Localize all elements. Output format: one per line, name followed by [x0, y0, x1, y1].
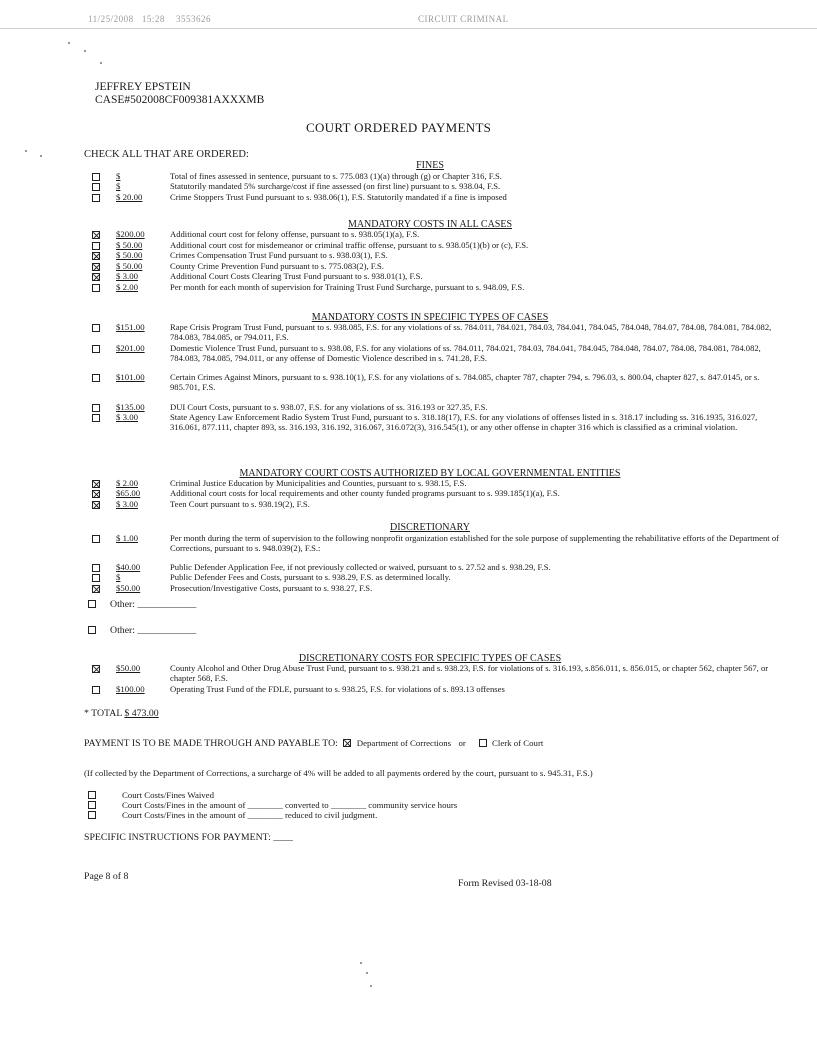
cost-description: Domestic Violence Trust Fund, pursuant to s. 938.08, F.S. for any violations of ss. 784.011, 784.021, 784.03, 784.041, 784.045, 784.048, 784.07, 784.08, 784.081, 784.082, 784.083, 784.085, 794.011, or any offense of Domestic Violence described in s. 741.28, F.S. [170, 343, 761, 364]
cost-description: Operating Trust Fund of the FDLE, pursuant to s. 938.25, F.S. for violations of s. 893.13 offenses [170, 684, 505, 694]
cost-checkbox[interactable] [92, 585, 100, 593]
cost-amount: $65.00 [116, 488, 141, 498]
cost-description: Certain Crimes Against Minors, pursuant to s. 938.10(1), F.S. for any violations of s. 784.085, chapter 787, chapter 794, s. 796.03, s. 800.04, chapter 827, s. 847.0145, or s. 985.701, F.S. [170, 372, 760, 393]
payment-instructions: SPECIFIC INSTRUCTIONS FOR PAYMENT: ____ [84, 832, 293, 843]
case-number: CASE#502008CF009381AXXXMB [95, 94, 265, 106]
check-all-label: CHECK ALL THAT ARE ORDERED: [84, 149, 249, 160]
section-title: MANDATORY COSTS IN ALL CASES [347, 219, 513, 230]
fax-header-rule [0, 28, 817, 29]
cost-amount: $ 2.00 [116, 282, 138, 292]
section-title: MANDATORY COSTS IN SPECIFIC TYPES OF CASES [311, 312, 549, 323]
cost-description: Statutorily mandated 5% surcharge/cost if fine assessed (on first line) pursuant to s. 938.04, F.S. [170, 181, 501, 191]
waiver-text: Court Costs/Fines in the amount of ________ converted to ________ community service hours [122, 800, 458, 810]
cost-amount: $ 50.00 [116, 240, 143, 250]
page-number: Page 8 of 8 [84, 871, 129, 882]
section-title: MANDATORY COURT COSTS AUTHORIZED BY LOCAL GOVERNMENTAL ENTITIES [239, 468, 621, 479]
waiver-list [88, 790, 457, 820]
scan-speck [84, 50, 86, 52]
cost-checkbox[interactable] [92, 173, 100, 181]
form-revised: Form Revised 03-18-08 [458, 878, 552, 889]
total-label: * TOTAL [84, 708, 122, 719]
cost-amount: $ 3.00 [116, 499, 138, 509]
cost-amount: $40.00 [116, 562, 141, 572]
cost-description: Additional court cost for misdemeanor or criminal traffic offense, pursuant to s. 938.05(1)(b) or (c), F.S. [170, 240, 529, 250]
scan-speck [68, 42, 70, 44]
cost-amount: $ [116, 171, 121, 181]
cost-checkbox[interactable] [92, 414, 100, 422]
defendant-name: JEFFREY EPSTEIN [95, 81, 191, 93]
total-value: $ 473.00 [124, 708, 159, 719]
other-2-checkbox[interactable] [88, 626, 96, 634]
cost-description: Public Defender Application Fee, if not previously collected or waived, pursuant to s. 27.52 and s. 938.29, F.S. [170, 562, 551, 572]
cost-amount: $50.00 [116, 663, 141, 673]
cost-amount: $201.00 [116, 343, 145, 353]
cost-checkbox[interactable] [92, 194, 100, 202]
surcharge-note: (If collected by the Department of Corrections, a surcharge of 4% will be added to all payments ordered by the court, pursuant to s. 945.31, F.S.) [84, 768, 593, 778]
waiver-checkbox[interactable] [88, 801, 96, 809]
scan-speck [100, 62, 102, 64]
scan-speck [40, 155, 42, 157]
doc-checkbox[interactable] [343, 739, 351, 747]
cost-description: Criminal Justice Education by Municipalities and Counties, pursuant to s. 938.15, F.S. [170, 478, 467, 488]
cost-amount: $ [116, 572, 121, 582]
waiver-text: Court Costs/Fines in the amount of ________ reduced to civil judgment. [122, 810, 378, 820]
other-line-2: Other: ____________ [88, 625, 196, 636]
cost-amount: $ 50.00 [116, 250, 143, 260]
section-title: DISCRETIONARY COSTS FOR SPECIFIC TYPES OF CASES [298, 653, 562, 664]
cost-amount: $ 3.00 [116, 271, 138, 281]
cost-checkbox[interactable] [92, 374, 100, 382]
cost-checkbox[interactable] [92, 183, 100, 191]
scan-speck [366, 972, 368, 974]
cost-description: Per month during the term of supervision to the following nonprofit organization established for the sole purpose of supplementing the rehabilitative efforts of the Department of Corrections, pursuant to s. 948.039(2), F.S.: [170, 533, 779, 554]
cost-checkbox[interactable] [92, 324, 100, 332]
cost-description: Additional court cost for felony offense, pursuant to s. 938.05(1)(a), F.S. [170, 229, 420, 239]
cost-checkbox[interactable] [92, 665, 100, 673]
other-2-label: Other: [110, 625, 136, 636]
cost-checkbox[interactable] [92, 284, 100, 292]
cost-description: Total of fines assessed in sentence, pursuant to s. 775.083 (1)(a) through (g) or Chapter 316, F.S. [170, 171, 502, 181]
section-title: DISCRETIONARY [389, 522, 470, 533]
cost-checkbox[interactable] [92, 273, 100, 281]
waiver-row [88, 790, 457, 800]
scan-speck [360, 962, 362, 964]
payment-line [84, 738, 543, 749]
cost-description: Public Defender Fees and Costs, pursuant to s. 938.29, F.S. as determined locally. [170, 572, 451, 582]
waiver-row [88, 810, 457, 820]
cost-description: Additional court costs for local requirements and other county funded programs pursuant to s. 939.185(1)(a), F.S. [170, 488, 560, 498]
scan-speck [370, 985, 372, 987]
cost-amount: $ [116, 181, 121, 191]
cost-amount: $ 1.00 [116, 533, 138, 543]
cost-description: County Alcohol and Other Drug Abuse Trust Fund, pursuant to s. 938.21 and s. 938.23, F.S. for violations of s. 316.193, s.856.011, s. 856.015, or chapter 562, chapter 567, or chapter 568, F.S. [170, 663, 769, 684]
or-label: or [458, 738, 466, 748]
cost-amount: $101.00 [116, 372, 145, 382]
cost-checkbox[interactable] [92, 263, 100, 271]
waiver-row [88, 800, 457, 810]
cost-checkbox[interactable] [92, 490, 100, 498]
cost-checkbox[interactable] [92, 480, 100, 488]
cost-amount: $50.00 [116, 583, 141, 593]
cost-checkbox[interactable] [92, 345, 100, 353]
other-1-label: Other: [110, 599, 136, 610]
cost-amount: $135.00 [116, 402, 145, 412]
total-line [84, 708, 159, 719]
page-title: COURT ORDERED PAYMENTS [306, 120, 492, 135]
cost-amount: $ 2.00 [116, 478, 138, 488]
cost-checkbox[interactable] [92, 501, 100, 509]
cost-checkbox[interactable] [92, 564, 100, 572]
cost-description: DUI Court Costs, pursuant to s. 938.07, F.S. for any violations of ss. 316.193 or 327.35, F.S. [170, 402, 488, 412]
payment-prefix: PAYMENT IS TO BE MADE THROUGH AND PAYABLE TO: [84, 738, 338, 749]
cost-checkbox[interactable] [92, 574, 100, 582]
cost-description: Teen Court pursuant to s. 938.19(2), F.S. [170, 499, 310, 509]
clerk-label: Clerk of Court [492, 738, 544, 748]
cost-checkbox[interactable] [92, 535, 100, 543]
cost-checkbox[interactable] [92, 686, 100, 694]
fax-number: 3553626 [175, 14, 211, 24]
cost-amount: $100.00 [116, 684, 145, 694]
cost-description: State Agency Law Enforcement Radio System Trust Fund, pursuant to s. 318.18(17), F.S. for any violations of offenses listed in s. 318.17 including ss. 316.1935, 316.027, 316.061, 877.111, chapter 893, ss. 316.193, 316.192, 316.067, 316.072(3), 316.545(1), or any other offense in chapter 316 which is classified as a criminal violation. [170, 412, 758, 433]
fax-header-label: CIRCUIT CRIMINAL [418, 14, 509, 24]
clerk-checkbox[interactable] [479, 739, 487, 747]
cost-description: Rape Crisis Program Trust Fund, pursuant to s. 938.085, F.S. for any violations of ss. 784.011, 784.021, 784.03, 784.041, 784.045, 784.048, 784.07, 784.08, 784.081, 784.082, 784.083, 784.085, or 794.011, F.S. [170, 322, 772, 343]
cost-description: Per month for each month of supervision for Training Trust Fund Surcharge, pursuant to s. 948.09, F.S. [170, 282, 525, 292]
fax-date: 11/25/2008 [88, 14, 134, 24]
fax-time: 15:28 [141, 14, 165, 24]
cost-checkbox[interactable] [92, 404, 100, 412]
fax-header-left [88, 14, 211, 24]
cost-amount: $ 20.00 [116, 192, 143, 202]
cost-description: Crimes Compensation Trust Fund pursuant to s. 938.03(1), F.S. [170, 250, 388, 260]
cost-description: Additional Court Costs Clearing Trust Fund pursuant to s. 938.01(1), F.S. [170, 271, 423, 281]
cost-checkbox[interactable] [92, 252, 100, 260]
cost-checkbox[interactable] [92, 231, 100, 239]
waiver-checkbox[interactable] [88, 811, 96, 819]
other-line-1: Other: ____________ [88, 599, 196, 610]
cost-amount: $200.00 [116, 229, 145, 239]
other-1-checkbox[interactable] [88, 600, 96, 608]
cost-description: Prosecution/Investigative Costs, pursuant to s. 938.27, F.S. [170, 583, 373, 593]
scan-speck [25, 150, 27, 152]
cost-amount: $ 50.00 [116, 261, 143, 271]
cost-description: Crime Stoppers Trust Fund pursuant to s. 938.06(1), F.S. Statutorily mandated if a fine is imposed [170, 192, 507, 202]
waiver-checkbox[interactable] [88, 791, 96, 799]
doc-label: Department of Corrections [356, 738, 452, 748]
waiver-text: Court Costs/Fines Waived [122, 790, 214, 800]
cost-checkbox[interactable] [92, 242, 100, 250]
cost-description: County Crime Prevention Fund pursuant to s. 775.083(2), F.S. [170, 261, 384, 271]
section-title: FINES [416, 160, 444, 171]
cost-amount: $151.00 [116, 322, 145, 332]
cost-amount: $ 3.00 [116, 412, 138, 422]
